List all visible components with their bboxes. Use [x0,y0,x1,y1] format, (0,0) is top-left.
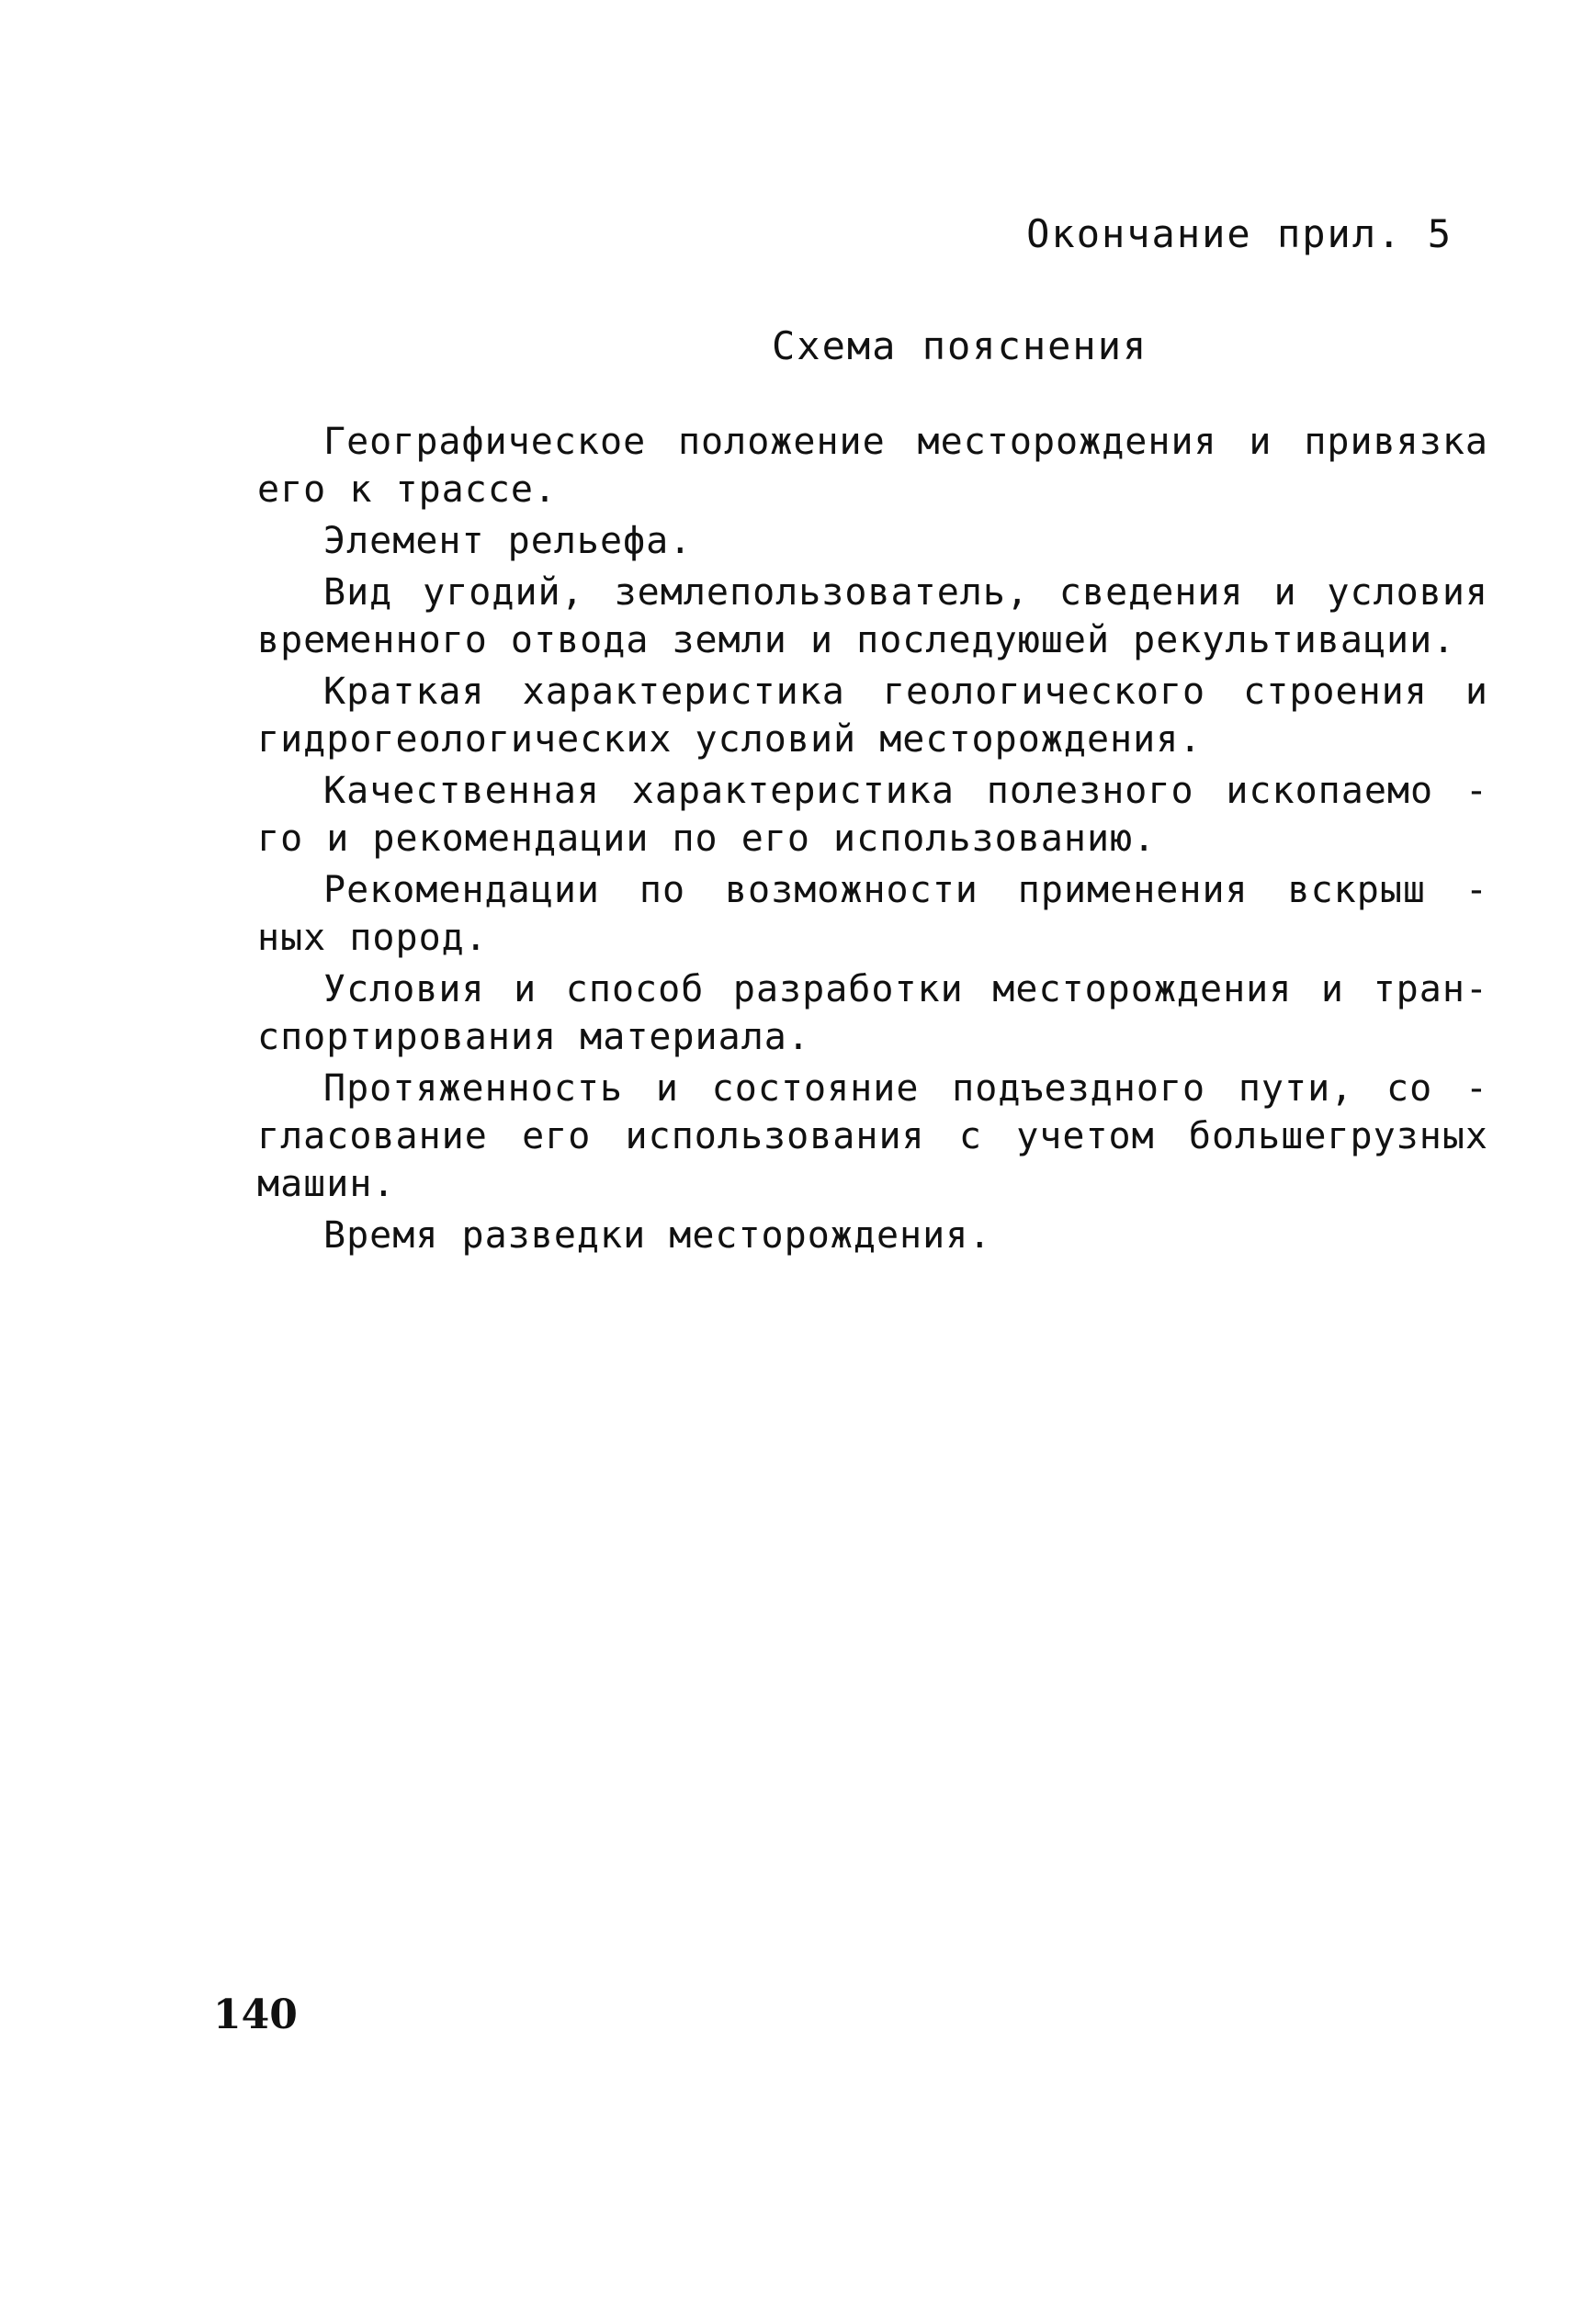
paragraph-overburden: Рекомендации по возможности применения вскрыш - ных пород. [257,869,1488,959]
paragraph-geographic-position: Географическое положение месторождения и привязка его к трассе. [257,421,1488,511]
paragraph-exploration-time: Время разведки месторождения. [323,1214,992,1257]
section-heading: Схема пояснения [772,323,1148,368]
paragraph-development-method: Условия и способ разработки месторождения и тран- спортирования материала. [257,968,1488,1058]
appendix-continuation-label: Окончание прил. 5 [1026,211,1453,256]
page-number: 140 [213,1991,298,2038]
body-text [257,418,1488,1263]
paragraph-land-use: Вид угодий, землепользователь, сведения и условия временного отвода земли и последуюшей рекультивации. [257,571,1488,661]
paragraph-geology: Краткая характеристика геологического строения и гидрогеологических условий месторождения. [257,671,1488,761]
paragraph-access-road: Протяженность и состояние подъездного пути, со - гласование его использования с учетом большегрузных машин. [257,1067,1488,1205]
paragraph-relief-element: Элемент рельефа. [323,520,693,562]
paragraph-mineral-quality: Качественная характеристика полезного ископаемо - го и рекомендации по его использованию. [257,770,1488,860]
